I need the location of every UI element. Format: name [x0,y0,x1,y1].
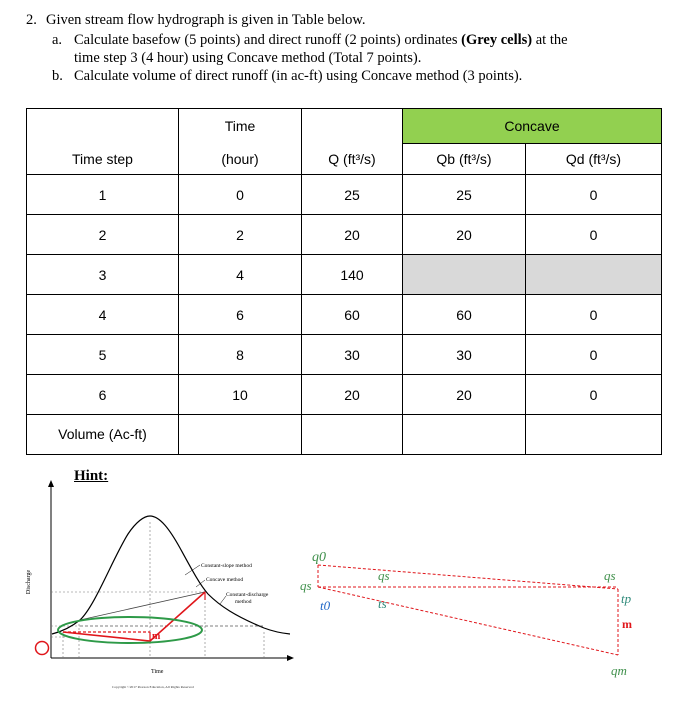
q0-label: q0 [312,550,326,565]
question-number: 2. [26,12,37,28]
ts-label: ts [378,596,387,611]
cell-qd: 0 [526,335,662,375]
cell-step: 3 [27,255,179,295]
leader-line [185,565,200,575]
concave-label: Concave method [206,577,244,583]
cell-qd: 0 [526,215,662,255]
cell-step: 1 [27,175,179,215]
copyright-text: Copyright ©2017 Pearson Education, All Rights Reserved [112,685,194,689]
cell-hour: 6 [179,295,302,335]
t0-label: t0 [320,598,331,613]
cell-hour: 0 [179,175,302,215]
cell-qd: 0 [526,175,662,215]
y-axis-label: Discharge [26,569,32,595]
cell-q: 20 [302,215,403,255]
cell-step: 6 [27,375,179,415]
cell-q: 25 [302,175,403,215]
cell-q: 60 [302,295,403,335]
volume-label: Volume (Ac-ft) [27,415,179,455]
hydrograph-figure [26,480,294,690]
qs-mid-label: qs [378,568,390,583]
qs-right-label: qs [604,568,616,583]
cell-q: 20 [302,375,403,415]
part-a-label: a. [52,32,63,48]
m-right-label: m [622,617,632,631]
qs-left-label: qs [300,578,312,593]
x-axis-label: Time [151,669,164,675]
header-time: Time [179,109,302,144]
cell-qb: 20 [403,375,526,415]
cell-q: 30 [302,335,403,375]
header-hour: (hour) [179,144,302,175]
cell-q: 140 [302,255,403,295]
cell-qd: 0 [526,375,662,415]
header-qb: Qb (ft³/s) [403,144,526,175]
schematic-line [318,587,618,655]
concave-schematic [300,550,632,678]
cell-step: 4 [27,295,179,335]
header-qd: Qd (ft³/s) [526,144,662,175]
part-a-line2: time step 3 (4 hour) using Concave method (Total 7 points). [74,50,422,66]
cell-qb: 25 [403,175,526,215]
cell-qb: 60 [403,295,526,335]
hydrograph-curve [52,516,290,634]
qm-label: qm [611,663,627,678]
cell-qb: 30 [403,335,526,375]
cell-hour: 4 [179,255,302,295]
cell-qb: 20 [403,215,526,255]
cell-hour: 10 [179,375,302,415]
y-axis-arrow [48,480,54,487]
cell-step: 5 [27,335,179,375]
header-time-step: Time step [27,144,179,175]
schematic-line [318,565,618,589]
header-concave: Concave [403,109,662,144]
part-a-text: Calculate basefow (5 points) and direct runoff (2 points) ordinates [74,32,462,48]
part-a-text-end: at the [532,32,568,48]
leader-line [196,580,205,587]
question-stem: Given stream flow hydrograph is given in Table below. [46,12,366,28]
cell-qd: 0 [526,295,662,335]
tp-label: tp [621,591,632,606]
hint-title: Hint: [74,468,109,484]
part-b-text: Calculate volume of direct runoff (in ac-ft) using Concave method (3 points). [74,68,523,84]
cell-hour: 8 [179,335,302,375]
concave-m-label: m [152,631,161,642]
constant-slope-line [80,592,205,620]
constant-discharge-label-2: method [235,599,252,605]
cell-step: 2 [27,215,179,255]
cell-hour: 2 [179,215,302,255]
constant-slope-label: Constant-slope method [201,563,252,569]
highlight-circle [36,642,49,655]
part-b-label: b. [52,68,63,84]
constant-discharge-label: Constant-discharge [226,592,269,598]
header-q: Q (ft³/s) [302,144,403,175]
part-a-bold: (Grey cells) [461,32,533,48]
x-axis-arrow [287,655,294,661]
